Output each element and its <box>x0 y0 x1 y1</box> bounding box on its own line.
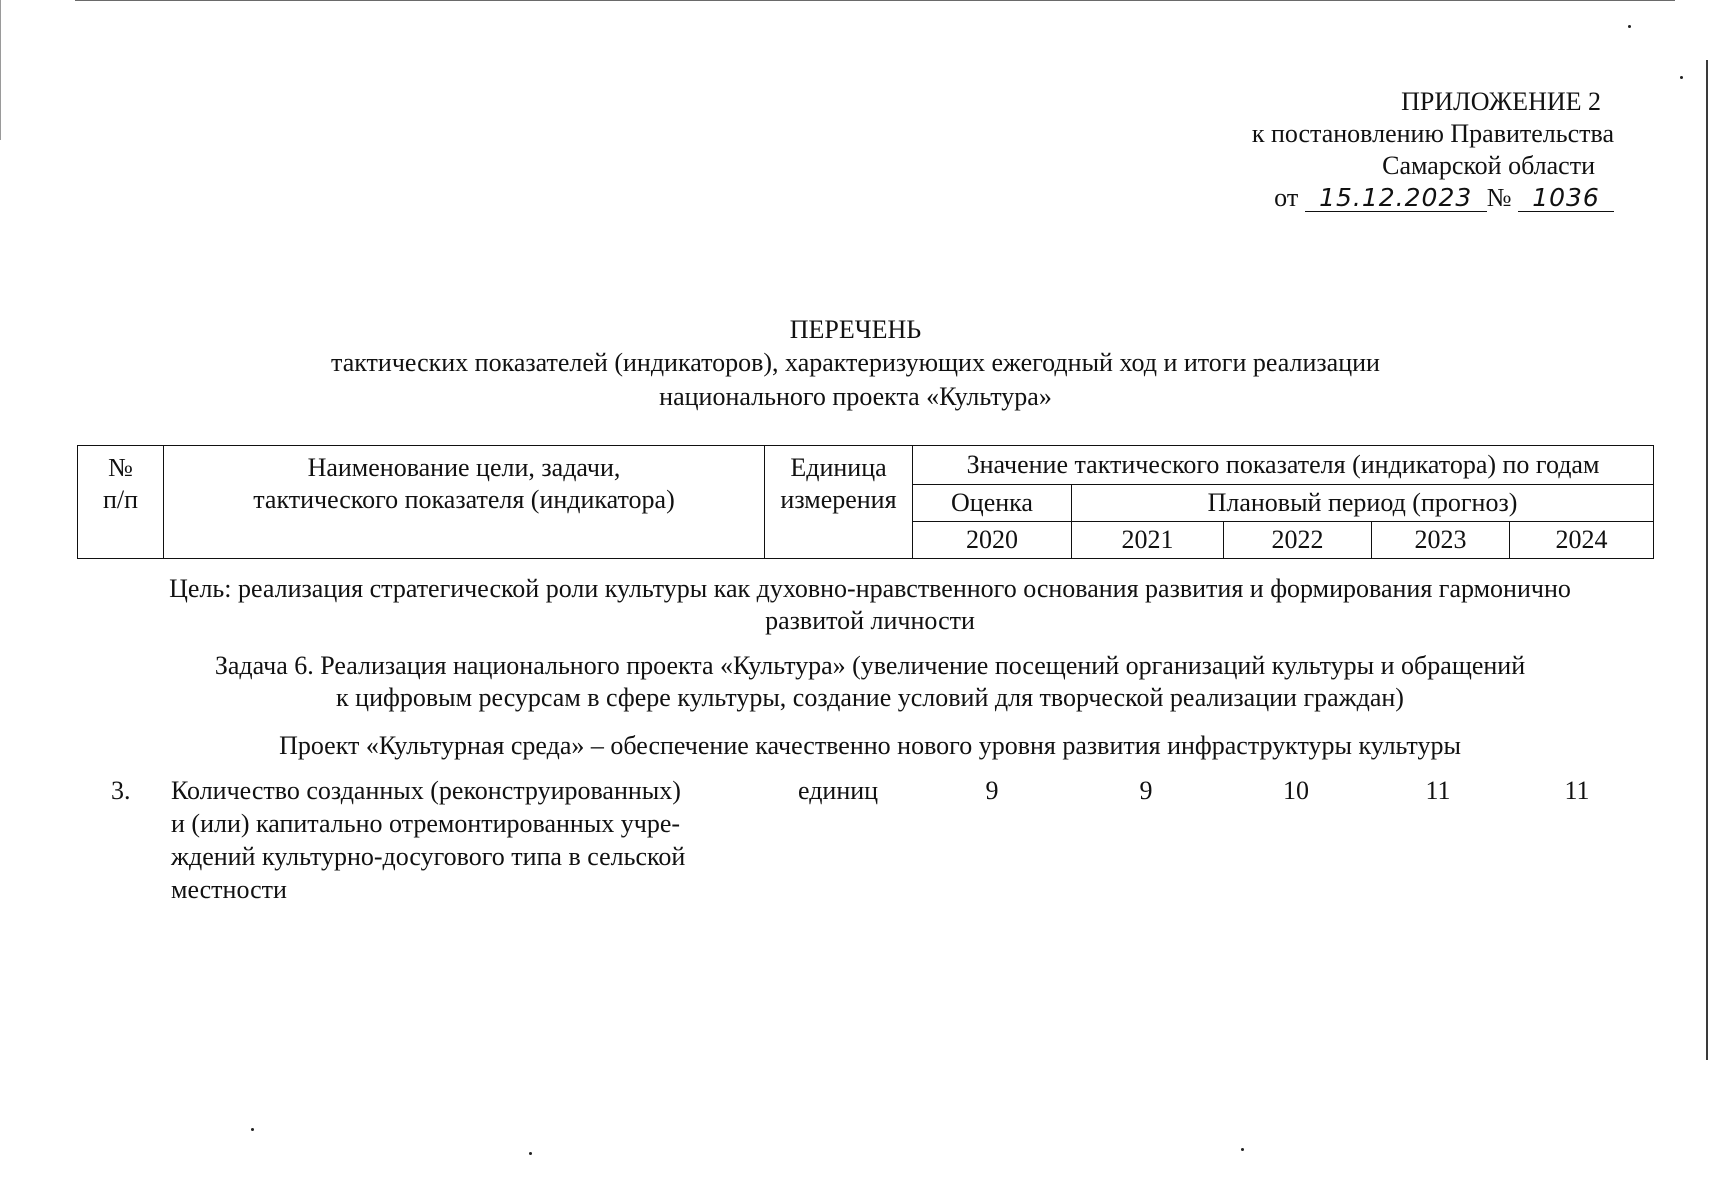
row-unit: единиц <box>798 776 879 805</box>
scan-edge-right <box>1706 60 1708 1060</box>
project-text: Проект «Культурная среда» – обеспечение качественно нового уровня развития инфраструктуры культуры <box>279 731 1461 760</box>
appendix-line2: Самарской области <box>1382 151 1595 180</box>
header-name-line1: Наименование цели, задачи, <box>307 453 621 482</box>
task-line2: к цифровым ресурсам в сфере культуры, создание условий для творческой реализации граждан) <box>336 683 1404 712</box>
row-name-line2: и (или) капитально отремонтированных учре- <box>171 809 681 838</box>
scan-speck <box>1680 76 1683 79</box>
header-year-2021: 2021 <box>1072 522 1224 559</box>
number-label: № <box>1486 183 1512 212</box>
row-value-2022: 10 <box>1283 776 1309 805</box>
header-year-2023: 2023 <box>1372 522 1510 559</box>
row-value-2020: 9 <box>985 776 999 805</box>
row-value-2021: 9 <box>1139 776 1153 805</box>
appendix-title: ПРИЛОЖЕНИЕ 2 <box>1401 87 1601 116</box>
indicators-table-header <box>77 445 1654 559</box>
scan-speck <box>1628 25 1631 28</box>
header-year-2020: 2020 <box>913 522 1072 559</box>
scan-speck <box>251 1128 254 1131</box>
header-name-line2: тактического показателя (индикатора) <box>253 485 675 514</box>
row-name-line3: ждений культурно-досугового типа в сельской <box>171 842 686 871</box>
goal-line2: развитой личности <box>765 606 975 635</box>
header-estimate: Оценка <box>913 485 1072 522</box>
header-year-2022: 2022 <box>1224 522 1372 559</box>
task-line1: Задача 6. Реализация национального проекта «Культура» (увеличение посещений организаций культуры и обращений <box>214 651 1526 680</box>
scan-edge-top <box>75 0 1675 1</box>
appendix-line1: к постановлению Правительства <box>1251 119 1614 148</box>
header-unit-line2: измерения <box>780 485 897 514</box>
scan-speck <box>529 1152 532 1155</box>
row-value-2023: 11 <box>1425 776 1451 805</box>
header-year-2024: 2024 <box>1510 522 1654 559</box>
scan-edge-left <box>0 0 1 140</box>
appendix-date-line <box>1014 182 1614 214</box>
header-number-cell <box>78 446 164 559</box>
header-values-by-year: Значение тактического показателя (индикатора) по годам <box>913 446 1654 485</box>
header-number-line2: п/п <box>102 485 139 514</box>
task-text <box>60 650 1680 714</box>
scan-speck <box>1241 1148 1244 1151</box>
document-subtitle-line2: национального проекта «Культура» <box>659 382 1052 411</box>
row-value-2024: 11 <box>1564 776 1590 805</box>
handwritten-number: 1036 <box>1518 185 1614 212</box>
row-name-line1: Количество созданных (реконструированных) <box>171 776 681 805</box>
goal-line1: Цель: реализация стратегической роли культуры как духовно-нравственного основания развития и формирования гармонично <box>169 574 1571 603</box>
handwritten-date: 15.12.2023 <box>1305 185 1487 212</box>
row-name-line4: местности <box>171 875 287 904</box>
header-unit-line1: Единица <box>790 453 887 482</box>
from-label: от <box>1274 183 1299 212</box>
appendix-block <box>1014 86 1614 214</box>
header-plan-period: Плановый период (прогноз) <box>1072 485 1654 522</box>
header-number-line1: № <box>108 453 133 482</box>
row-indicator-name <box>171 774 751 906</box>
goal-text <box>60 573 1680 637</box>
header-unit-cell <box>765 446 913 559</box>
row-number: 3. <box>111 776 131 805</box>
header-name-cell <box>164 446 765 559</box>
document-title: ПЕРЕЧЕНЬ <box>789 315 922 344</box>
document-subtitle-line1: тактических показателей (индикаторов), характеризующих ежегодный ход и итоги реализации <box>331 348 1380 377</box>
